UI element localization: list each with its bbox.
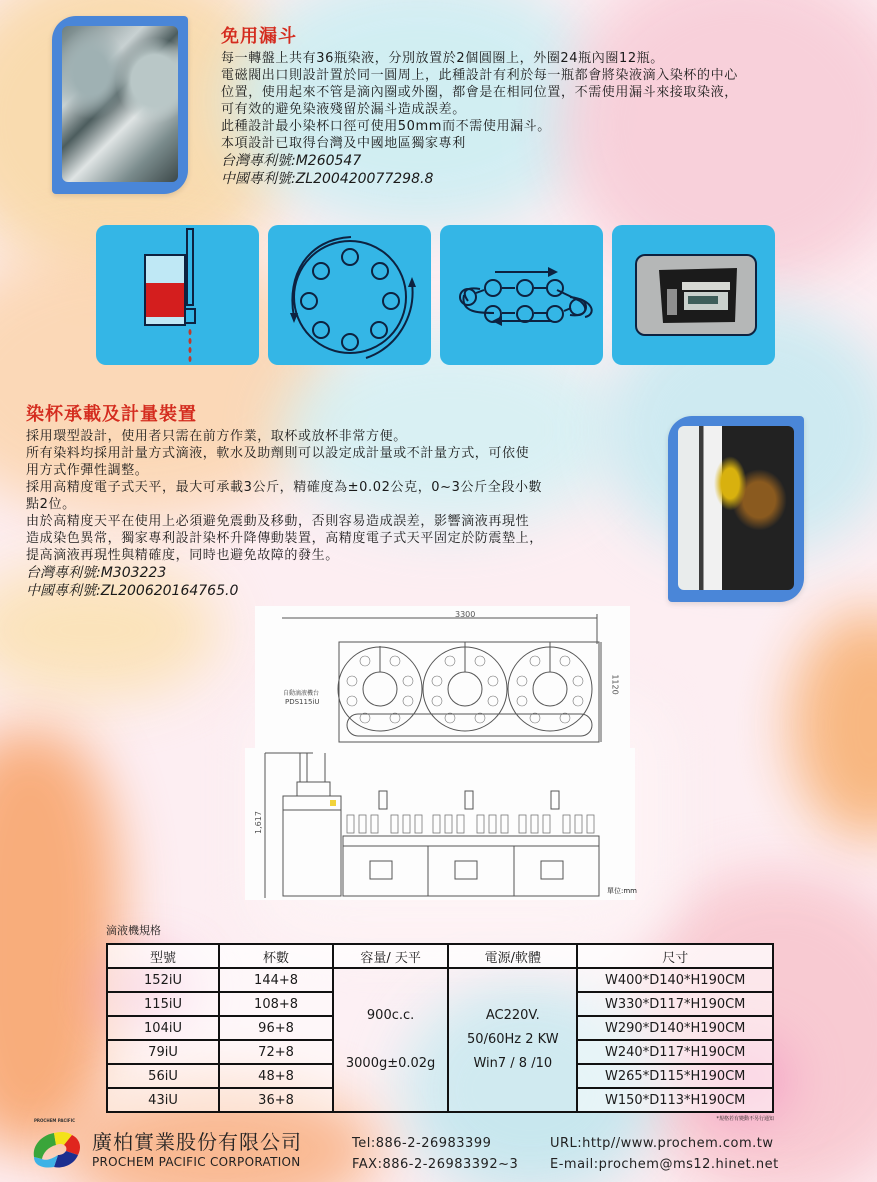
footer-phone-fax [352, 1133, 518, 1175]
side-view-drawing [245, 748, 635, 900]
cups-cell: 108+8 [219, 992, 333, 1016]
tile-conveyor-loop [440, 225, 603, 365]
model-cell: 104iU [107, 1016, 219, 1040]
table-row [107, 968, 773, 992]
china-patent-number: 中國專利號:ZL200420077298.8 [221, 171, 434, 187]
paragraph-line: 採用高精度電子式天平，最大可承載3公斤，精確度為±0.02公克，0~3公斤全段小數 [26, 480, 543, 495]
china-patent-number: 中國專利號:ZL200620164765.0 [26, 583, 239, 599]
top-view-drawing [255, 606, 630, 748]
paragraph-line: 點2位。 [26, 497, 76, 512]
spec-section [106, 922, 774, 1122]
paragraph-line: 採用環型設計，使用者只需在前方作業，取杯或放杯非常方便。 [26, 429, 407, 444]
col-header-size: 尺寸 [577, 944, 773, 968]
tile-electronic-scale [612, 225, 775, 365]
paragraph-line: 電磁閥出口則設計置於同一圓周上，此種設計有利於每一瓶都會將染液滴入染杯的中心 [221, 68, 738, 83]
power-voltage: AC220V. [485, 1008, 540, 1023]
size-cell: W240*D117*H190CM [577, 1040, 773, 1064]
cups-cell: 72+8 [219, 1040, 333, 1064]
model-cell: 115iU [107, 992, 219, 1016]
spec-footnote: *規格若有變動不另行通知 [716, 1116, 774, 1122]
capacity-cell [333, 968, 448, 1112]
paragraph-line: 造成染色異常，獨家專利設計染杯升降傳動裝置，高精度電子式天平固定於防震墊上， [26, 531, 543, 546]
section-body [221, 50, 861, 152]
section-body [26, 428, 666, 564]
side-height-dimension: 1,617 [253, 811, 263, 834]
cups-cell: 48+8 [219, 1064, 333, 1088]
capacity-volume: 900c.c. [366, 1008, 415, 1023]
power-frequency: 50/60Hz 2 KW [467, 1032, 559, 1047]
dispenser-valves-photo-frame [52, 16, 188, 194]
section-title: 染杯承載及計量裝置 [26, 404, 197, 425]
patent-list [221, 152, 861, 188]
prochem-logo-icon [28, 1123, 86, 1173]
size-cell: W330*D117*H190CM [577, 992, 773, 1016]
paragraph-line: 由於高精度天平在使用上必須避免震動及移動，否則容易造成誤差，影響滴液再現性 [26, 514, 530, 529]
dispenser-valves-photo [62, 26, 178, 182]
patent-list [26, 564, 666, 600]
cups-cell: 96+8 [219, 1016, 333, 1040]
power-cell [448, 968, 577, 1112]
paragraph-line: 本項設計已取得台灣及中國地區獨家專利 [221, 136, 466, 151]
paragraph-line: 每一轉盤上共有36瓶染液，分別放置於2個圓圈上，外圈24瓶內圈12瓶。 [221, 51, 664, 66]
section-no-funnel [221, 22, 861, 188]
model-cell: 56iU [107, 1064, 219, 1088]
tile-rotating-carousel [268, 225, 431, 365]
footer-web-email [550, 1133, 779, 1175]
table-header-row [107, 944, 773, 968]
model-label-cn: 自動滴液機台 [283, 690, 320, 697]
cups-cell: 144+8 [219, 968, 333, 992]
company-name-cn: 廣柏實業股份有限公司 [92, 1130, 302, 1154]
company-name-en: PROCHEM PACIFIC CORPORATION [92, 1155, 301, 1169]
footer-logo [28, 1118, 86, 1177]
conveyor-loop-icon [440, 225, 603, 365]
unit-label: 單位:mm [607, 887, 637, 895]
capacity-balance: 3000g±0.02g [345, 1056, 436, 1071]
telephone: Tel:886-2-26983399 [352, 1136, 492, 1151]
model-label: PDS115iU [285, 698, 320, 706]
paragraph-line: 此種設計最小染杯口徑可使用50mm而不需使用漏斗。 [221, 119, 551, 134]
dye-bottles-photo-frame [668, 416, 804, 602]
height-dimension: 1120 [610, 674, 620, 695]
col-header-cups: 杯數 [219, 944, 333, 968]
size-cell: W265*D115*H190CM [577, 1064, 773, 1088]
dye-bottles-photo [678, 426, 794, 590]
section-cup-carrier-weighing [26, 400, 666, 600]
model-cell: 79iU [107, 1040, 219, 1064]
col-header-power: 電源/軟體 [448, 944, 577, 968]
rotating-carousel-icon [268, 225, 431, 365]
size-cell: W400*D140*H190CM [577, 968, 773, 992]
fax: FAX:886-2-26983392~3 [352, 1157, 519, 1172]
size-cell: W290*D140*H190CM [577, 1016, 773, 1040]
model-cell: 152iU [107, 968, 219, 992]
width-dimension: 3300 [455, 610, 476, 619]
col-header-model: 型號 [107, 944, 219, 968]
drip-cup-icon [96, 225, 259, 365]
email-link[interactable]: E-mail:prochem@ms12.hinet.net [550, 1157, 779, 1172]
paragraph-line: 用方式作彈性調整。 [26, 463, 149, 478]
electronic-scale-photo [612, 225, 775, 365]
taiwan-patent-number: 台灣專利號:M260547 [221, 153, 362, 169]
spec-title: 滴液機規格 [106, 924, 161, 937]
paragraph-line: 可有效的避免染液殘留於漏斗造成誤差。 [221, 102, 466, 117]
website-link[interactable]: URL:http//www.prochem.com.tw [550, 1136, 774, 1151]
model-cell: 43iU [107, 1088, 219, 1112]
paragraph-line: 所有染料均採用計量方式滴液，軟水及助劑則可以設定成計量或不計量方式，可依使 [26, 446, 530, 461]
footer-company [92, 1126, 302, 1169]
col-header-capacity: 容量/ 天平 [333, 944, 448, 968]
paragraph-line: 位置，使用起來不管是滴內圈或外圈，都會是在相同位置，不需使用漏斗來接取染液， [221, 85, 738, 100]
size-cell: W150*D113*H190CM [577, 1088, 773, 1112]
software-os: Win7 / 8 /10 [473, 1056, 553, 1071]
paragraph-line: 提高滴液再現性與精確度，同時也避免故障的發生。 [26, 548, 339, 563]
spec-table [106, 943, 774, 1113]
cups-cell: 36+8 [219, 1088, 333, 1112]
logo-caption: PROCHEM PACIFIC [34, 1118, 76, 1123]
section-title: 免用漏斗 [221, 26, 297, 47]
taiwan-patent-number: 台灣專利號:M303223 [26, 565, 167, 581]
tile-drip-cup [96, 225, 259, 365]
